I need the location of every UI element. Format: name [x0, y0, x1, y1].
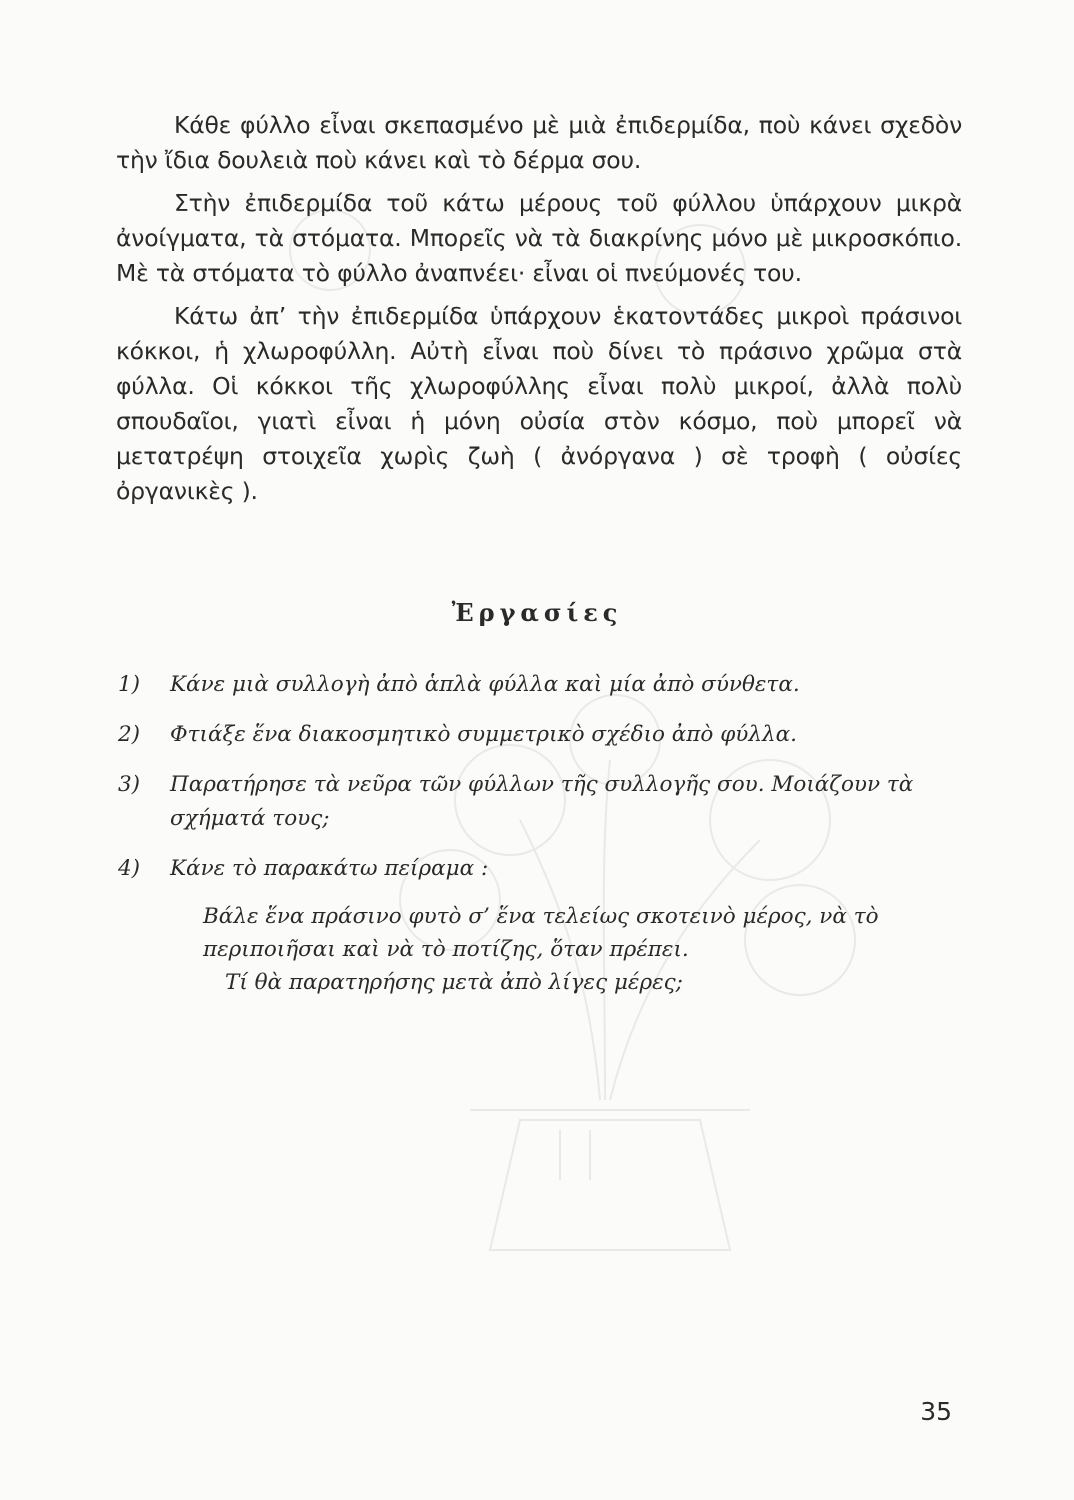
section-heading: Ἐργασίες: [451, 598, 623, 627]
exercise-text: Κάνε μιὰ συλλογὴ ἀπὸ ἁπλὰ φύλλα καὶ μία ἀπὸ σύνθετα.: [170, 672, 800, 697]
paragraph-chlorophyll: Κάτω ἀπ’ τὴν ἐπιδερμίδα ὑπάρχουν ἑκατοντάδες μικροὶ πράσινοι κόκκοι, ἡ χλωροφύλλη. Αὐτὴ εἶναι ποὺ δίνει τὸ πράσινο χρῶμα στὰ φύλλα. Οἱ κόκκοι τῆς χλωροφύλλης εἶναι πολὺ μικροί, ἀλλὰ πολὺ σπουδαῖοι, γιατὶ εἶναι ἡ μόνη οὐσία στὸν κόσμο, ποὺ μπορεῖ νὰ μετατρέψη στοιχεῖα χωρὶς ζωὴ ( ἀνόργανα ) σὲ τροφὴ ( οὐσίες ὀργανικὲς ).: [116, 302, 962, 505]
experiment-question: Τί θὰ παρατηρήσης μετὰ ἀπὸ λίγες μέρες;: [225, 970, 683, 995]
exercise-item: [118, 668, 964, 702]
exercise-text: Κάνε τὸ παρακάτω πείραμα :: [170, 856, 489, 881]
experiment-instructions: [118, 900, 964, 999]
exercise-number: 4): [118, 856, 141, 881]
page-number: 35: [920, 1397, 952, 1426]
exercise-text: Φτιάξε ἕνα διακοσμητικὸ συμμετρικὸ σχέδιο ἀπὸ φύλλα.: [170, 722, 797, 747]
exercise-number: 2): [118, 722, 141, 747]
exercise-list: [118, 668, 964, 999]
exercise-number: 3): [118, 772, 141, 797]
experiment-step: Βάλε ἕνα πράσινο φυτὸ σ’ ἕνα τελείως σκοτεινὸ μέρος, νὰ τὸ περιποιῆσαι καὶ νὰ τὸ ποτίζης, ὅταν πρέπει.: [203, 904, 879, 962]
paragraph-stomata: Στὴν ἐπιδερμίδα τοῦ κάτω μέρους τοῦ φύλλου ὑπάρχουν μικρὰ ἀνοίγματα, τὰ στόματα. Μπορεῖς νὰ τὰ διακρίνης μόνο μὲ μικροσκόπιο. Μὲ τὰ στόματα τὸ φύλλο ἀναπνέει· εἶναι οἱ πνεύμονές του.: [116, 189, 962, 287]
exercise-text: Παρατήρησε τὰ νεῦρα τῶν φύλλων τῆς συλλογῆς σου. Μοιάζουν τὰ σχήματά τους;: [170, 772, 914, 831]
body-text: [116, 108, 962, 517]
paragraph-epidermis: Κάθε φύλλο εἶναι σκεπασμένο μὲ μιὰ ἐπιδερμίδα, ποὺ κάνει σχεδὸν τὴν ἴδια δουλειὰ ποὺ κάνει καὶ τὸ δέρμα σου.: [116, 111, 962, 174]
exercise-item: [118, 852, 964, 886]
exercise-item: [118, 768, 964, 836]
exercise-item: [118, 718, 964, 752]
exercise-number: 1): [118, 672, 141, 697]
